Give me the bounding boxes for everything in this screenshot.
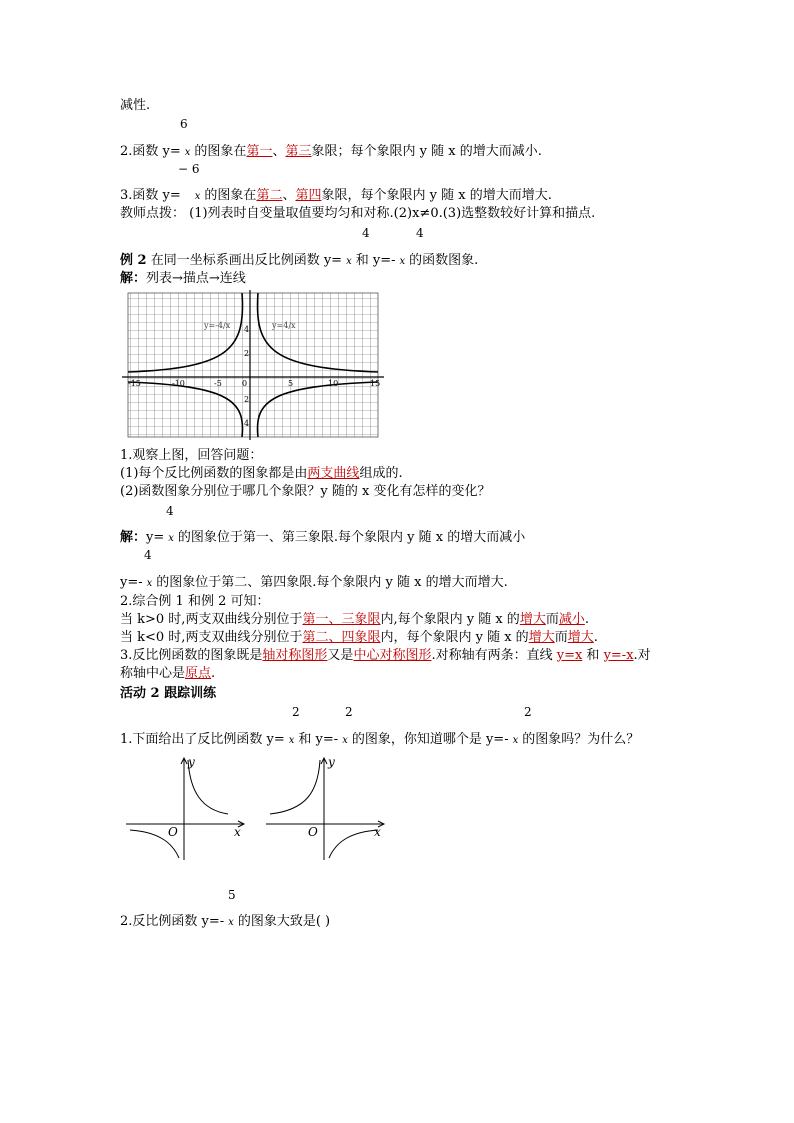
origin-label: O [168, 825, 178, 839]
hyperbola-graph [122, 290, 384, 440]
fraction-numerator: − 6 [178, 162, 200, 176]
fraction-numerator: 2 [345, 705, 353, 719]
text-line: 3.函数 y= x 的图象在第二、第四象限，每个象限内 y 随 x 的增大而增大. [120, 188, 552, 203]
fraction-numerator: 2 [524, 705, 532, 719]
section-heading: 活动 2 跟踪训练 [120, 686, 217, 701]
graph-label-right: y=4/x [272, 321, 296, 330]
text-line: 2.综合例 1 和例 2 可知： [120, 594, 270, 609]
text-line: 2.函数 y= x 的图象在第一、第三象限；每个象限内 y 随 x 的增大而减小. [120, 144, 542, 159]
y-tick: 2 [244, 395, 250, 404]
x-tick: -15 [128, 379, 141, 388]
x-tick: -5 [214, 379, 222, 388]
fraction-numerator: 4 [144, 548, 152, 562]
text-line: 1.下面给出了反比例函数 y= x 和 y=- x 的图象，你知道哪个是 y=- x 的图象吗？为什么？ [120, 732, 640, 747]
text-line: 2.反比例函数 y=- x 的图象大致是( ) [120, 914, 331, 929]
fraction-numerator: 4 [166, 504, 174, 518]
text-line: 3.反比例函数的图象既是轴对称图形又是中心对称图形.对称轴有两条：直线 y=x 和 y=-x.对 [120, 648, 651, 663]
x-tick: -10 [172, 379, 185, 388]
text-line: 减性. [120, 98, 151, 113]
y-tick: 4 [244, 325, 250, 334]
x-tick: 15 [370, 379, 381, 388]
sketch-graph-2 [264, 752, 394, 862]
fraction-numerator: 5 [228, 888, 236, 902]
sketch-graph-1 [124, 752, 254, 862]
axis-label-x: x [374, 825, 381, 839]
text-line: (1)每个反比例函数的图象都是由两支曲线组成的. [120, 466, 403, 481]
text-line: 解：列表→描点→连线 [120, 271, 246, 286]
y-tick: 2 [244, 349, 250, 358]
text-line: 当 k<0 时,两支双曲线分别位于第二、四象限内，每个象限内 y 随 x 的增大而增大. [120, 630, 598, 645]
text-line: (2)函数图象分别位于哪几个象限？y 随的 x 变化有怎样的变化？ [120, 484, 491, 499]
text-line: 称轴中心是原点. [120, 666, 216, 681]
axis-label-y: y [328, 755, 335, 769]
text-line: 解：y= x 的图象位于第一、第三象限.每个象限内 y 随 x 的增大而减小 [120, 530, 526, 545]
x-tick: 10 [328, 379, 339, 388]
graph-label-left: y=-4/x [204, 321, 231, 330]
text-line: 当 k>0 时,两支双曲线分别位于第一、三象限内,每个象限内 y 随 x 的增大而减小. [120, 612, 589, 627]
axis-label-y: y [188, 755, 195, 769]
fraction-numerator: 4 [416, 226, 424, 240]
text-line: y=- x 的图象位于第二、第四象限.每个象限内 y 随 x 的增大而增大. [120, 575, 508, 590]
text-line: 教师点拨： (1)列表时自变量取值要均匀和对称.(2)x≠0.(3)选整数较好计算和描点. [120, 206, 596, 221]
origin-label: O [308, 825, 318, 839]
x-tick: 5 [288, 379, 294, 388]
fraction-numerator: 6 [180, 117, 188, 131]
y-tick: 4 [244, 419, 250, 428]
x-tick: 0 [242, 379, 248, 388]
text-line: 1.观察上图，回答问题： [120, 448, 263, 463]
text-line: 例 2 在同一坐标系画出反比例函数 y= x 和 y=- x 的函数图象. [120, 253, 479, 268]
fraction-numerator: 2 [292, 705, 300, 719]
axis-label-x: x [234, 825, 241, 839]
fraction-numerator: 4 [362, 226, 370, 240]
